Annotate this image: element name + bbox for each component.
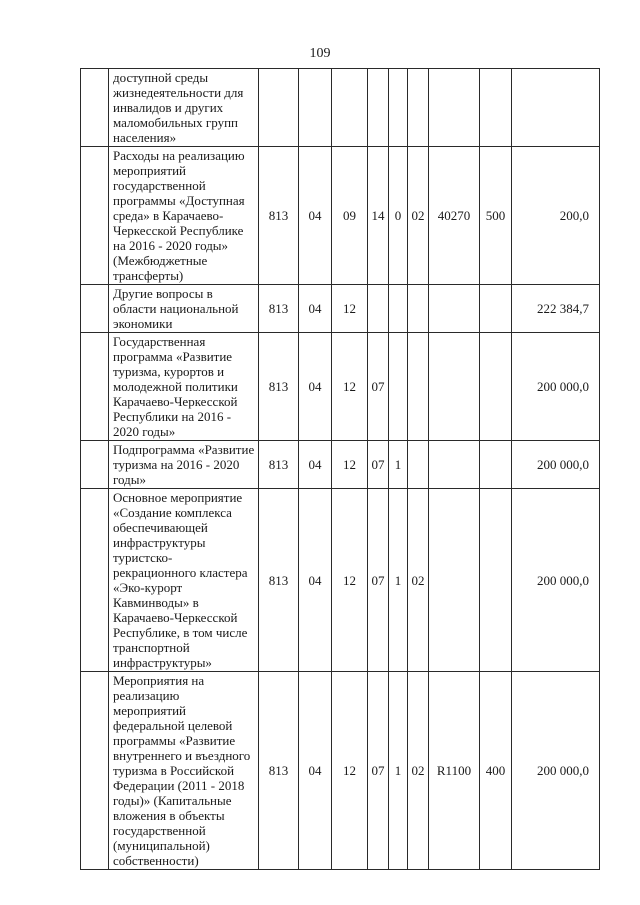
event-code: 02 xyxy=(408,672,429,870)
subsection-code: 09 xyxy=(332,147,368,285)
expense-type-code xyxy=(480,489,512,672)
amount xyxy=(512,69,600,147)
program-code: 07 xyxy=(368,441,389,489)
row-index-cell xyxy=(81,69,109,147)
direction-code xyxy=(429,285,480,333)
row-index-cell xyxy=(81,441,109,489)
row-index-cell xyxy=(81,147,109,285)
section-code: 04 xyxy=(299,285,332,333)
amount: 200 000,0 xyxy=(512,489,600,672)
event-code xyxy=(408,69,429,147)
amount: 200,0 xyxy=(512,147,600,285)
row-name: Другие вопросы в области национальной экономики xyxy=(109,285,259,333)
table-row xyxy=(81,285,600,333)
table-row xyxy=(81,441,600,489)
section-code: 04 xyxy=(299,489,332,672)
subsection-code: 12 xyxy=(332,285,368,333)
section-code: 04 xyxy=(299,147,332,285)
amount: 200 000,0 xyxy=(512,441,600,489)
subprogram-code xyxy=(389,69,408,147)
row-index-cell xyxy=(81,672,109,870)
direction-code: 40270 xyxy=(429,147,480,285)
subsection-code xyxy=(332,69,368,147)
amount: 200 000,0 xyxy=(512,672,600,870)
direction-code: R1100 xyxy=(429,672,480,870)
program-code: 07 xyxy=(368,672,389,870)
subsection-code: 12 xyxy=(332,333,368,441)
section-code: 04 xyxy=(299,333,332,441)
row-index-cell xyxy=(81,285,109,333)
table-row xyxy=(81,69,600,147)
amount: 200 000,0 xyxy=(512,333,600,441)
budget-table xyxy=(80,68,600,870)
row-index-cell xyxy=(81,489,109,672)
ministry-code: 813 xyxy=(259,333,299,441)
direction-code xyxy=(429,441,480,489)
event-code xyxy=(408,333,429,441)
table-row xyxy=(81,147,600,285)
subprogram-code xyxy=(389,333,408,441)
direction-code xyxy=(429,69,480,147)
direction-code xyxy=(429,489,480,672)
ministry-code: 813 xyxy=(259,441,299,489)
expense-type-code: 400 xyxy=(480,672,512,870)
program-code: 07 xyxy=(368,489,389,672)
subprogram-code: 1 xyxy=(389,441,408,489)
row-name: Государственная программа «Развитие туризма, курортов и молодежной политики Карачаево-Черкесской Республики на 2016 - 2020 годы» xyxy=(109,333,259,441)
ministry-code xyxy=(259,69,299,147)
program-code xyxy=(368,69,389,147)
subsection-code: 12 xyxy=(332,441,368,489)
ministry-code: 813 xyxy=(259,672,299,870)
subsection-code: 12 xyxy=(332,489,368,672)
subprogram-code: 1 xyxy=(389,489,408,672)
row-name: Расходы на реализацию мероприятий государственной программы «Доступная среда» в Карачаево-Черкесской Республике на 2016 - 2020 годы» (Межбюджетные трансферты) xyxy=(109,147,259,285)
table-row xyxy=(81,489,600,672)
expense-type-code xyxy=(480,441,512,489)
subsection-code: 12 xyxy=(332,672,368,870)
row-name: Мероприятия на реализацию мероприятий федеральной целевой программы «Развитие внутреннего и въездного туризма в Российской Федерации (2011 - 2018 годы)» (Капитальные вложения в объекты государственной (муниципальной) собственности) xyxy=(109,672,259,870)
row-index-cell xyxy=(81,333,109,441)
program-code: 07 xyxy=(368,333,389,441)
event-code xyxy=(408,285,429,333)
row-name: доступной среды жизнедеятельности для инвалидов и других маломобильных групп населения» xyxy=(109,69,259,147)
subprogram-code: 1 xyxy=(389,672,408,870)
event-code: 02 xyxy=(408,147,429,285)
expense-type-code xyxy=(480,285,512,333)
expense-type-code xyxy=(480,333,512,441)
section-code: 04 xyxy=(299,672,332,870)
ministry-code: 813 xyxy=(259,489,299,672)
table-row xyxy=(81,333,600,441)
event-code: 02 xyxy=(408,489,429,672)
amount: 222 384,7 xyxy=(512,285,600,333)
ministry-code: 813 xyxy=(259,285,299,333)
page-number: 109 xyxy=(309,46,331,61)
direction-code xyxy=(429,333,480,441)
ministry-code: 813 xyxy=(259,147,299,285)
subprogram-code xyxy=(389,285,408,333)
section-code: 04 xyxy=(299,441,332,489)
program-code xyxy=(368,285,389,333)
expense-type-code xyxy=(480,69,512,147)
row-name: Основное мероприятие «Создание комплекса обеспечивающей инфраструктуры туристско-рекрационного кластера «Эко-курорт Кавминводы» в Карачаево-Черкесской Республике, в том числе транспортной инфраструктуры» xyxy=(109,489,259,672)
subprogram-code: 0 xyxy=(389,147,408,285)
event-code xyxy=(408,441,429,489)
table-row xyxy=(81,672,600,870)
section-code xyxy=(299,69,332,147)
program-code: 14 xyxy=(368,147,389,285)
row-name: Подпрограмма «Развитие туризма на 2016 - 2020 годы» xyxy=(109,441,259,489)
expense-type-code: 500 xyxy=(480,147,512,285)
